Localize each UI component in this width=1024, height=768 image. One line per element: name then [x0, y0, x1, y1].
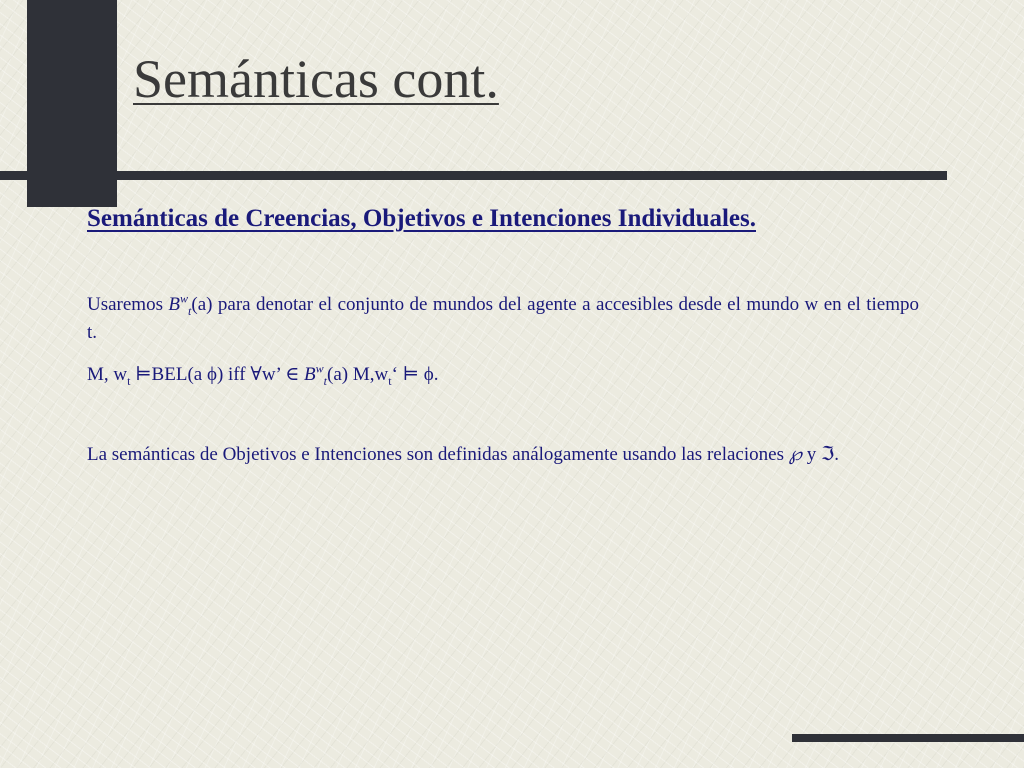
belief-symbol: B: [168, 294, 181, 315]
formula-mid: (a) M,w: [327, 364, 389, 385]
para3-mid: y: [801, 444, 821, 465]
para3-pre: La semánticas de Objetivos e Intenciones son definidas análogamente usando las relaciones: [87, 444, 789, 465]
formula-belief-sup: w: [315, 361, 324, 376]
formula-pre: M, w: [87, 364, 128, 385]
fraktur-i-symbol: ℑ: [820, 444, 835, 465]
paragraph-definition: [87, 291, 919, 347]
formula-models: ⊨BEL(a ϕ) iff ∀w’ ∈: [130, 364, 305, 385]
belief-sup: w: [180, 291, 189, 306]
paragraph-formula: [87, 361, 919, 389]
formula-belief-symbol: B: [304, 364, 316, 385]
formula-end: ‘ ⊨ ϕ.: [391, 364, 439, 385]
top-rule: [0, 171, 947, 180]
para1-pre: Usaremos: [87, 294, 169, 315]
para3-end: .: [834, 444, 839, 465]
para1-post: (a) para denotar el conjunto de mundos del agente a accesibles desde el mundo w en el tiempo t.: [87, 294, 919, 343]
slide-subtitle: Semánticas de Creencias, Objetivos e Intenciones Individuales.: [87, 205, 756, 232]
formula-sub-t: t: [127, 373, 131, 388]
belief-sub: t: [188, 303, 192, 318]
slide-title: Semánticas cont.: [133, 49, 499, 109]
bottom-rule: [792, 734, 1024, 742]
paragraph-relations: [87, 441, 919, 469]
formula-belief-sub: t: [323, 373, 328, 388]
formula-sub-t2: t: [388, 373, 392, 388]
weierstrass-p-symbol: ℘: [788, 444, 802, 465]
